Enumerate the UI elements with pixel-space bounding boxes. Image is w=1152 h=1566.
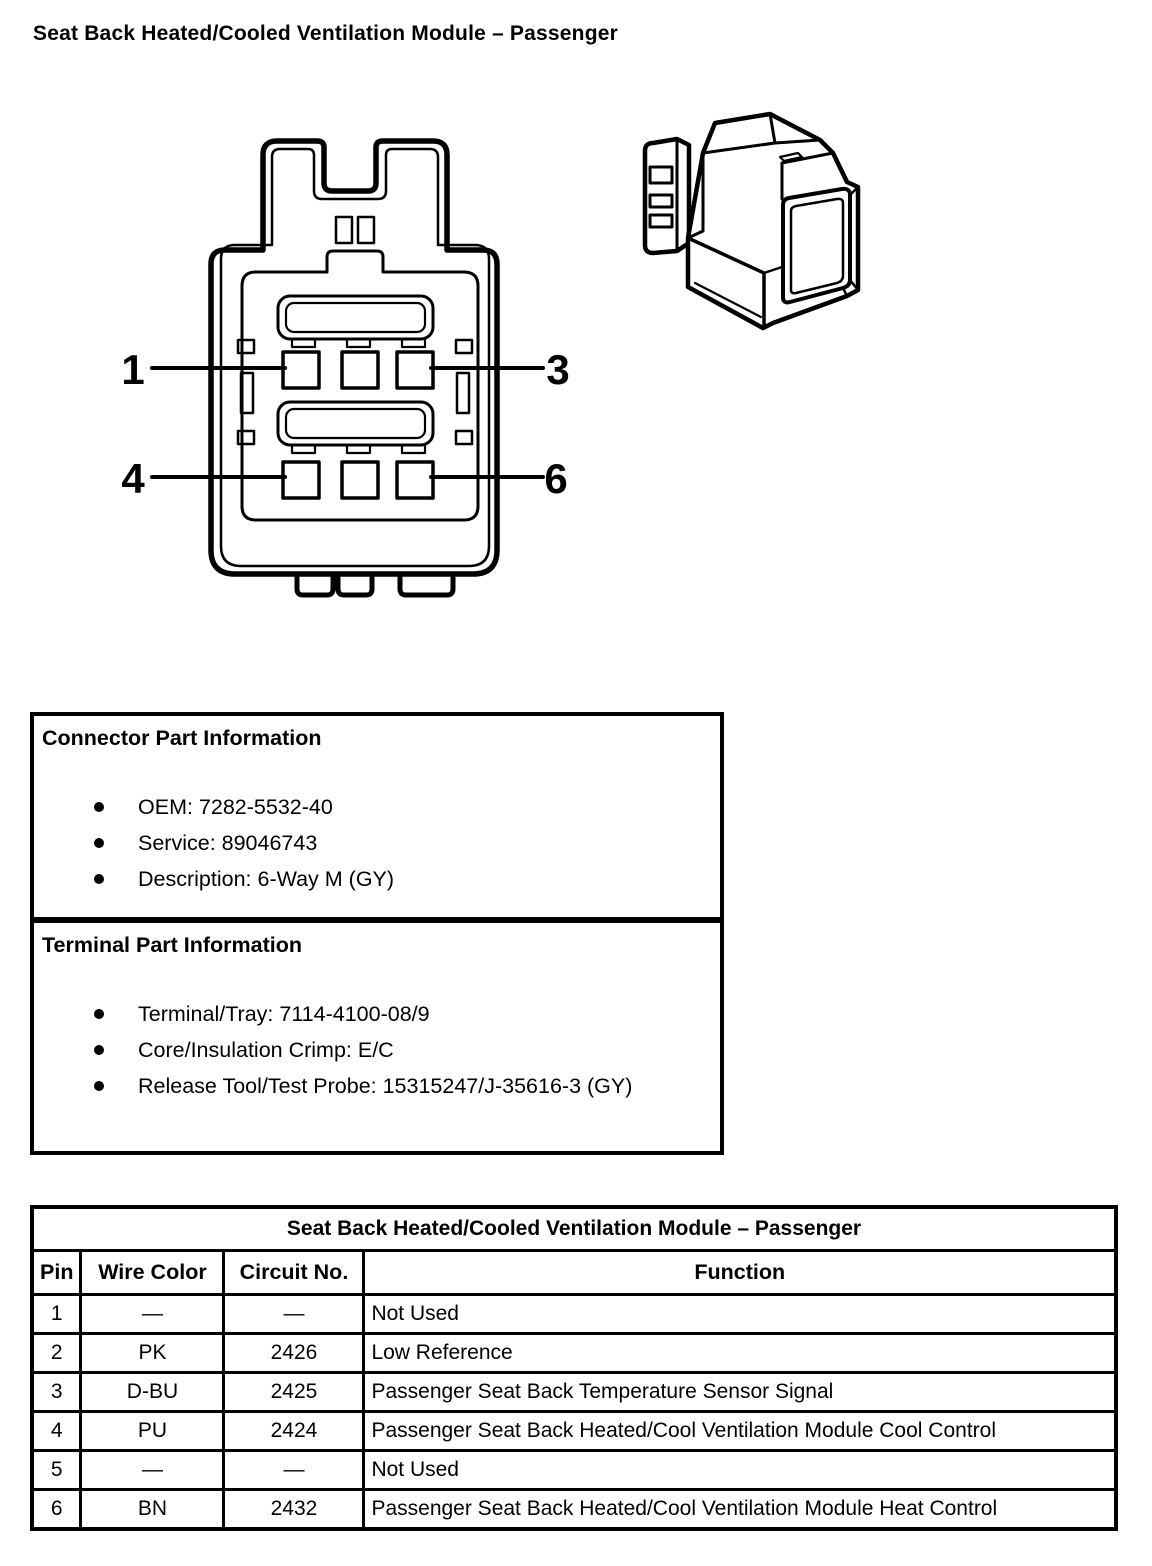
- col-header-function: Function: [364, 1251, 1116, 1295]
- pin-label-6: 6: [544, 455, 568, 502]
- connector-face-diagram: [100, 95, 610, 610]
- release-tool-test-probe-item: Release Tool/Test Probe: 15315247/J-35616-3 (GY): [42, 1068, 712, 1104]
- col-header-wire-color: Wire Color: [81, 1251, 224, 1295]
- terminal-part-info-heading: Terminal Part Information: [42, 933, 303, 957]
- table-row-pin-3: [32, 1373, 1116, 1412]
- pin-2-square: [342, 352, 378, 388]
- pin-cell: 2: [32, 1334, 81, 1373]
- pin-cell: 1: [32, 1295, 81, 1334]
- terminal-part-info-section: [34, 923, 720, 1151]
- pin-3-square: [397, 352, 433, 388]
- connector-part-info-heading: Connector Part Information: [42, 726, 322, 750]
- wire-color-cell: D-BU: [81, 1373, 224, 1412]
- circuit-no-cell: 2425: [224, 1373, 364, 1412]
- connector-3d-view: [615, 95, 920, 350]
- pinout-table: [30, 1205, 1118, 1531]
- function-cell: Not Used: [364, 1295, 1116, 1334]
- service-item: Service: 89046743: [42, 825, 712, 861]
- circuit-no-cell: 2426: [224, 1334, 364, 1373]
- col-header-circuit-no: Circuit No.: [224, 1251, 364, 1295]
- page-title: Seat Back Heated/Cooled Ventilation Module – Passenger: [33, 22, 618, 45]
- table-row-pin-2: [32, 1334, 1116, 1373]
- pin-1-square: [283, 352, 319, 388]
- description-item: Description: 6-Way M (GY): [42, 861, 712, 897]
- connector-part-info-section: [34, 716, 720, 923]
- connector-body-3d: [688, 114, 858, 328]
- function-cell: Not Used: [364, 1451, 1116, 1490]
- wire-color-cell: PK: [81, 1334, 224, 1373]
- pin-6-square: [397, 462, 433, 498]
- function-cell: Passenger Seat Back Temperature Sensor Signal: [364, 1373, 1116, 1412]
- connector-part-info-list: [42, 789, 712, 897]
- pin-label-1: 1: [121, 346, 145, 393]
- table-row-pin-4: [32, 1412, 1116, 1451]
- table-row-pin-6: [32, 1490, 1116, 1530]
- circuit-no-cell: 2424: [224, 1412, 364, 1451]
- wire-color-cell: BN: [81, 1490, 224, 1530]
- pinout-table-title: Seat Back Heated/Cooled Ventilation Module – Passenger: [32, 1207, 1116, 1251]
- pin-label-3: 3: [546, 346, 570, 393]
- function-cell: Passenger Seat Back Heated/Cool Ventilation Module Cool Control: [364, 1412, 1116, 1451]
- oem-item: OEM: 7282-5532-40: [42, 789, 712, 825]
- wire-color-cell: —: [81, 1295, 224, 1334]
- pin-cell: 4: [32, 1412, 81, 1451]
- pin-cell: 3: [32, 1373, 81, 1412]
- terminal-tray-item: Terminal/Tray: 7114-4100-08/9: [42, 996, 712, 1032]
- pin-4-square: [283, 462, 319, 498]
- circuit-no-cell: —: [224, 1451, 364, 1490]
- pin-label-4: 4: [121, 455, 145, 502]
- function-cell: Low Reference: [364, 1334, 1116, 1373]
- core-insulation-crimp-item: Core/Insulation Crimp: E/C: [42, 1032, 712, 1068]
- table-row-pin-1: [32, 1295, 1116, 1334]
- col-header-pin: Pin: [32, 1251, 81, 1295]
- pin-cell: 6: [32, 1490, 81, 1530]
- rear-terminal-block: [645, 139, 689, 253]
- pinout-table-header-row: [32, 1251, 1116, 1295]
- pinout-table-title-row: [32, 1207, 1116, 1251]
- circuit-no-cell: —: [224, 1295, 364, 1334]
- terminal-part-info-list: [42, 996, 712, 1104]
- wire-color-cell: PU: [81, 1412, 224, 1451]
- wire-color-cell: —: [81, 1451, 224, 1490]
- pin-cell: 5: [32, 1451, 81, 1490]
- function-cell: Passenger Seat Back Heated/Cool Ventilation Module Heat Control: [364, 1490, 1116, 1530]
- circuit-no-cell: 2432: [224, 1490, 364, 1530]
- pin-5-square: [342, 462, 378, 498]
- part-information-box: [30, 712, 724, 1155]
- table-row-pin-5: [32, 1451, 1116, 1490]
